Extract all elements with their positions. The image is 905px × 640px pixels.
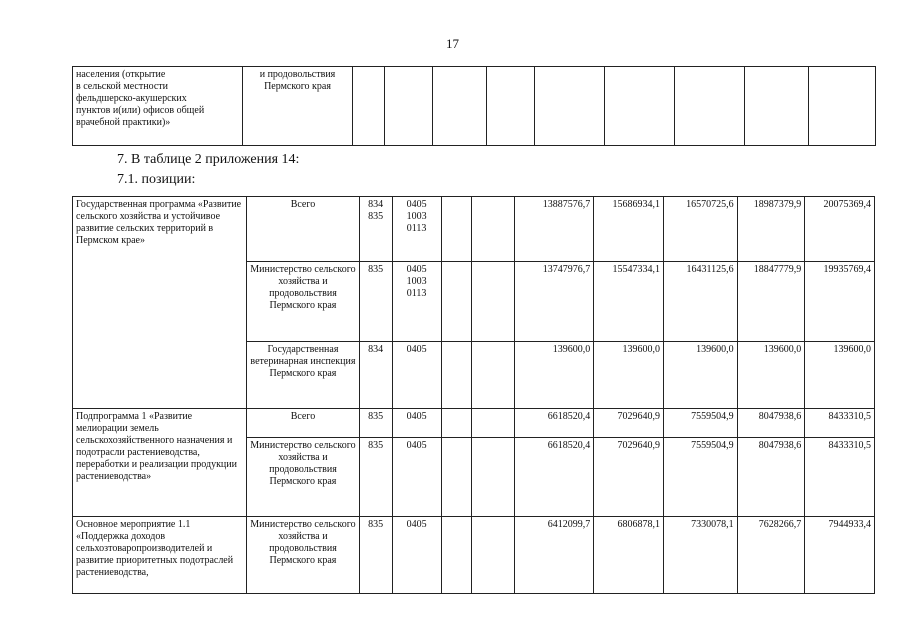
empty-cell — [809, 67, 876, 146]
rzpr-cell: 0405 1003 0113 — [392, 197, 441, 262]
continuation-table — [72, 66, 876, 146]
table-row — [73, 197, 875, 262]
vr-cell — [472, 517, 515, 594]
value-cell-4: 8047938,6 — [737, 409, 805, 438]
value-cell-5: 8433310,5 — [805, 438, 875, 517]
rzpr-cell: 0405 — [392, 438, 441, 517]
rzpr-cell: 0405 — [392, 409, 441, 438]
program-name-cell: Основное мероприятие 1.1 «Поддержка доходов сельхозтоваропроизводителей и развитие приоритетных подотраслей растениеводства, — [73, 517, 247, 594]
responsible-cell: Государственная ветеринарная инспекция Пермского края — [247, 342, 360, 409]
empty-cell — [605, 67, 675, 146]
value-cell-5: 139600,0 — [805, 342, 875, 409]
grbs-cell: 835 — [359, 262, 392, 342]
responsible-cell: Всего — [247, 409, 360, 438]
empty-cell — [433, 67, 487, 146]
page-number: 17 — [446, 36, 459, 51]
program-table — [72, 196, 875, 594]
table-row — [73, 409, 875, 438]
value-cell-3: 16570725,6 — [663, 197, 737, 262]
instruction-line: 7.1. позиции: — [117, 172, 196, 187]
grbs-cell: 834 835 — [359, 197, 392, 262]
responsible-cell: Министерство сельского хозяйства и продовольствия Пермского края — [247, 438, 360, 517]
value-cell-2: 15547334,1 — [594, 262, 664, 342]
empty-cell — [535, 67, 605, 146]
csr-cell — [441, 262, 472, 342]
rzpr-cell: 0405 — [392, 517, 441, 594]
vr-cell — [472, 438, 515, 517]
instruction-line: 7. В таблице 2 приложения 14: — [117, 152, 300, 167]
value-cell-3: 7330078,1 — [663, 517, 737, 594]
value-cell-5: 8433310,5 — [805, 409, 875, 438]
value-cell-3: 16431125,6 — [663, 262, 737, 342]
value-cell-1: 6618520,4 — [515, 438, 594, 517]
vr-cell — [472, 262, 515, 342]
continuation-responsible-cell: и продовольствия Пермского края — [243, 67, 353, 146]
value-cell-1: 13747976,7 — [515, 262, 594, 342]
value-cell-1: 6412099,7 — [515, 517, 594, 594]
empty-cell — [745, 67, 809, 146]
value-cell-2: 7029640,9 — [594, 438, 664, 517]
csr-cell — [441, 197, 472, 262]
value-cell-3: 139600,0 — [663, 342, 737, 409]
continuation-name-cell: населения (открытие в сельской местности фельдшерско-акушерских пунктов и(или) офисов общей врачебной практики)» — [73, 67, 243, 146]
value-cell-2: 139600,0 — [594, 342, 664, 409]
value-cell-1: 6618520,4 — [515, 409, 594, 438]
value-cell-4: 18987379,9 — [737, 197, 805, 262]
empty-cell — [487, 67, 535, 146]
responsible-cell: Министерство сельского хозяйства и продовольствия Пермского края — [247, 262, 360, 342]
vr-cell — [472, 197, 515, 262]
csr-cell — [441, 409, 472, 438]
value-cell-3: 7559504,9 — [663, 438, 737, 517]
program-name-cell: Государственная программа «Развитие сельского хозяйства и устойчивое развитие сельских территорий в Пермском крае» — [73, 197, 247, 409]
responsible-cell: Министерство сельского хозяйства и продовольствия Пермского края — [247, 517, 360, 594]
vr-cell — [472, 342, 515, 409]
csr-cell — [441, 438, 472, 517]
grbs-cell: 835 — [359, 517, 392, 594]
grbs-cell: 835 — [359, 438, 392, 517]
value-cell-1: 13887576,7 — [515, 197, 594, 262]
value-cell-2: 7029640,9 — [594, 409, 664, 438]
value-cell-2: 6806878,1 — [594, 517, 664, 594]
value-cell-4: 18847779,9 — [737, 262, 805, 342]
empty-cell — [385, 67, 433, 146]
grbs-cell: 835 — [359, 409, 392, 438]
value-cell-4: 7628266,7 — [737, 517, 805, 594]
program-name-cell: Подпрограмма 1 «Развитие мелиорации земель сельскохозяйственного назначения и подотрасли растениеводства, переработки и реализации продукции растениеводства» — [73, 409, 247, 517]
rzpr-cell: 0405 1003 0113 — [392, 262, 441, 342]
csr-cell — [441, 517, 472, 594]
value-cell-3: 7559504,9 — [663, 409, 737, 438]
value-cell-4: 139600,0 — [737, 342, 805, 409]
table-row — [73, 517, 875, 594]
value-cell-2: 15686934,1 — [594, 197, 664, 262]
value-cell-4: 8047938,6 — [737, 438, 805, 517]
value-cell-1: 139600,0 — [515, 342, 594, 409]
empty-cell — [353, 67, 385, 146]
value-cell-5: 20075369,4 — [805, 197, 875, 262]
value-cell-5: 19935769,4 — [805, 262, 875, 342]
vr-cell — [472, 409, 515, 438]
value-cell-5: 7944933,4 — [805, 517, 875, 594]
rzpr-cell: 0405 — [392, 342, 441, 409]
empty-cell — [675, 67, 745, 146]
responsible-cell: Всего — [247, 197, 360, 262]
grbs-cell: 834 — [359, 342, 392, 409]
csr-cell — [441, 342, 472, 409]
